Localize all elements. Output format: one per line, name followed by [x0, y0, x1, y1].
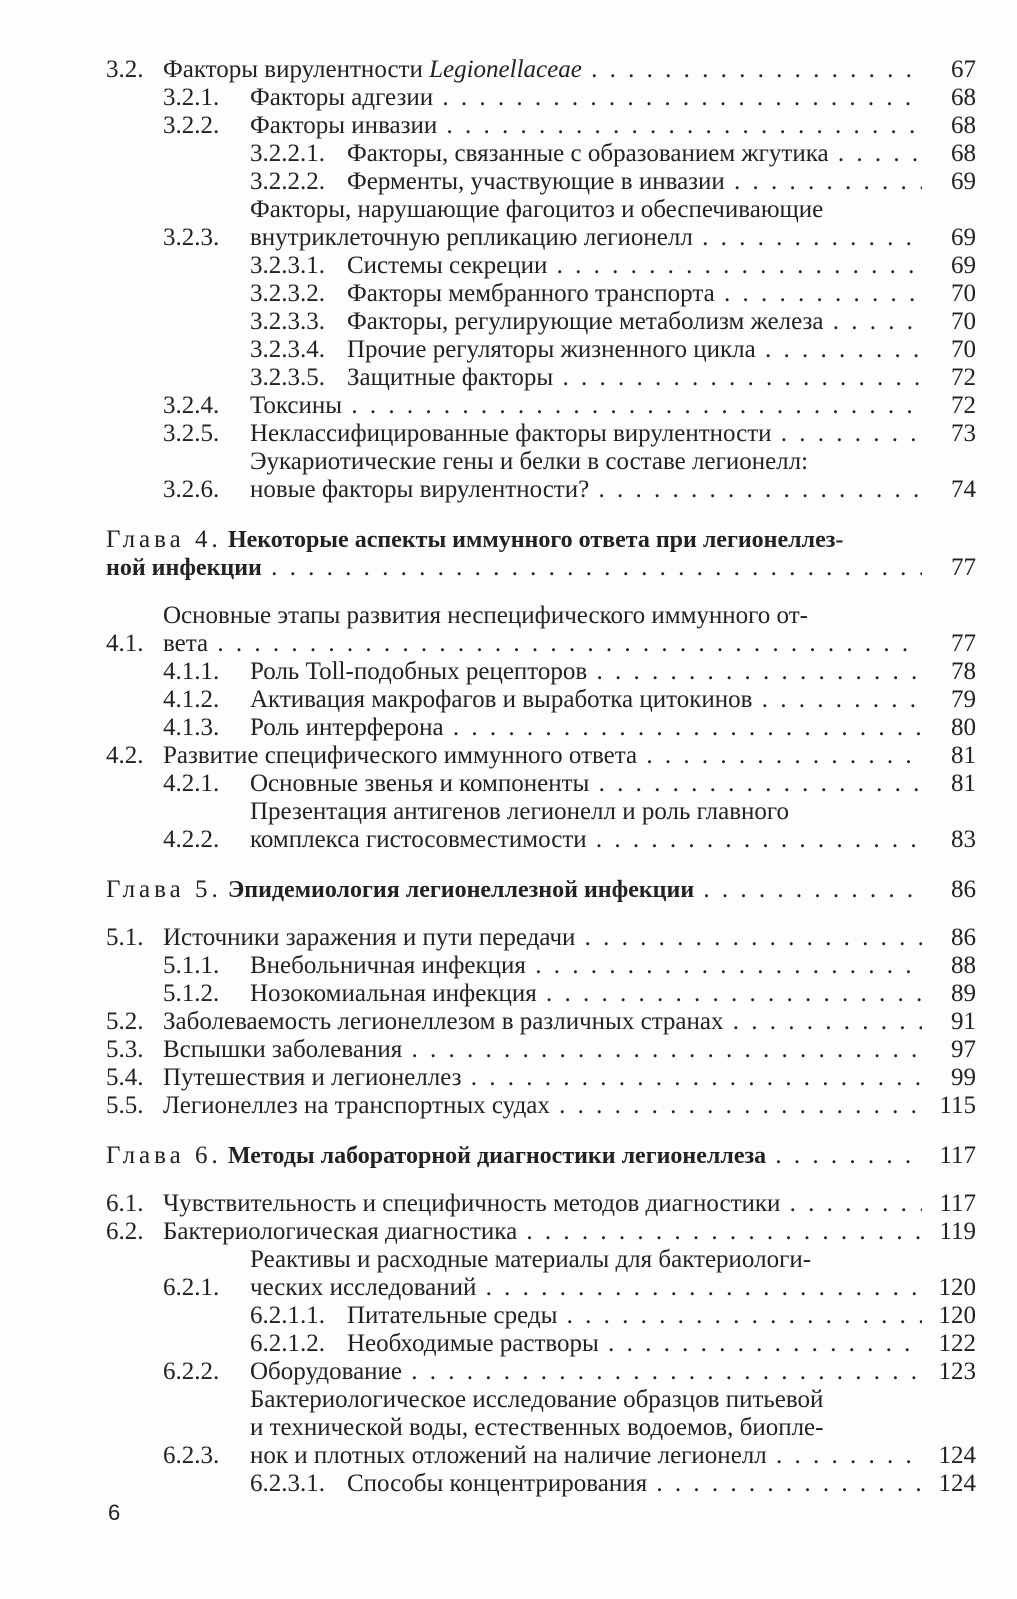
- toc-entry-page: 69: [951, 168, 976, 195]
- toc-entry-page: 88: [951, 952, 976, 979]
- toc-entry-title: [163, 1092, 922, 1120]
- toc-entry-title: [163, 602, 922, 658]
- toc-entry-line: Путешествия и легионеллез: [163, 1064, 462, 1091]
- toc-entry-number: 6.2.1.2.: [250, 1330, 325, 1357]
- toc-entry-page: 68: [951, 140, 976, 167]
- toc-entry: [106, 1218, 976, 1246]
- toc-entry: [106, 798, 976, 854]
- toc-entry-number: 6.2.3.1.: [250, 1470, 325, 1497]
- toc-entry-line: Способы концентрирования: [347, 1470, 648, 1497]
- toc-entry-line: Бактериологическая диагностика: [163, 1218, 518, 1245]
- toc-entry-page: 78: [951, 658, 976, 685]
- toc-entry-line: Прочие регуляторы жизненного цикла: [347, 336, 756, 363]
- toc-entry-line: Питательные среды: [347, 1302, 558, 1329]
- toc-entry: [106, 1092, 976, 1120]
- toc-entry-title: [163, 1064, 922, 1092]
- toc-entry-number: 3.2.3.3.: [250, 308, 325, 335]
- toc-entry-line: Реактивы и расходные материалы для бактериологи-: [250, 1246, 812, 1273]
- toc-entry-line: Факторы вирулентности: [163, 56, 430, 83]
- toc-entry-page: 67: [951, 56, 976, 83]
- toc-entry-page: 72: [951, 364, 976, 391]
- toc-entry-title: [347, 308, 922, 336]
- toc-entry-line: Факторы, нарушающие фагоцитоз и обеспечивающие: [250, 196, 824, 223]
- toc-entry-number: 6.1.: [106, 1190, 144, 1217]
- toc-entry-line: Факторы мембранного транспорта: [347, 280, 715, 307]
- toc-entry-title: [250, 448, 922, 504]
- toc-entry-line: Факторы инвазии: [250, 112, 438, 139]
- toc-entry-page: 70: [951, 336, 976, 363]
- toc-entry-line: Необходимые растворы: [347, 1330, 599, 1357]
- toc-entry-title: [163, 56, 922, 84]
- toc-entry-page: 124: [938, 1470, 976, 1497]
- toc-entry-page: 68: [951, 84, 976, 111]
- toc-entry: [106, 252, 976, 280]
- toc-entry-number: 3.2.3.1.: [250, 252, 325, 279]
- toc-entry-page: 83: [951, 826, 976, 853]
- toc-entry-number: 6.2.3.: [163, 1442, 220, 1469]
- toc-entry-line: ческих исследований: [250, 1274, 477, 1301]
- toc-entry-line: Токсины: [250, 392, 343, 419]
- toc-entry-line: и технической воды, естественных водоемов, биопле-: [250, 1414, 824, 1441]
- toc-entry-number: 5.1.: [106, 924, 144, 951]
- toc-entry-title: [250, 420, 922, 448]
- toc-entry-page: 72: [951, 392, 976, 419]
- toc-entry-number: 6.2.1.1.: [250, 1302, 325, 1329]
- toc-entry: [106, 952, 976, 980]
- toc-entry-line: Неклассифицированные факторы вирулентности: [250, 420, 772, 447]
- toc-entry-number: 6.2.2.: [163, 1358, 220, 1385]
- toc-entry-number: 3.2.3.4.: [250, 336, 325, 363]
- toc-entry-page: 117: [939, 1190, 976, 1217]
- toc-entry-number: 3.2.3.: [163, 224, 220, 251]
- toc-entry-title: [347, 1330, 922, 1358]
- toc-entry-page: 117: [939, 1142, 976, 1169]
- toc-entry-title: [163, 742, 922, 770]
- toc-entry: [106, 308, 976, 336]
- toc-entry-title: [250, 112, 922, 140]
- toc-entry-line: Внебольничная инфекция: [250, 952, 526, 979]
- chapter-label: Глава 5.: [106, 876, 222, 903]
- toc-entry-number: 4.2.2.: [163, 826, 220, 853]
- toc-entry: [106, 1386, 976, 1470]
- toc-entry-number: 3.2.3.5.: [250, 364, 325, 391]
- toc-entry-title: [250, 714, 922, 742]
- toc-chapter-entry: [106, 526, 976, 582]
- toc-entry-line: Факторы адгезии: [250, 84, 434, 111]
- toc-entry-title: [250, 658, 922, 686]
- toc-entry-title: [250, 952, 922, 980]
- toc-entry-page: 122: [938, 1330, 976, 1357]
- toc-entry-line: Системы секреции: [347, 252, 548, 279]
- toc-entry: [106, 196, 976, 252]
- toc-entry-title: [250, 1386, 922, 1470]
- toc-entry-page: 120: [938, 1274, 976, 1301]
- toc-entry-line: Роль Toll-подобных рецепторов: [250, 658, 588, 685]
- toc-entry: [106, 392, 976, 420]
- toc-entry-line: Презентация антигенов легионелл и роль главного: [250, 798, 790, 825]
- toc-entry-number: 4.2.1.: [163, 770, 220, 797]
- toc-entry: [106, 364, 976, 392]
- toc-entry-number: 6.2.: [106, 1218, 144, 1245]
- toc-entry: [106, 280, 976, 308]
- toc-entry-line: вета: [163, 630, 209, 657]
- toc-entry-number: 3.2.2.: [163, 112, 220, 139]
- toc-entry-title: [250, 1358, 922, 1386]
- toc-entry-line: Факторы, регулирующие метаболизм железа: [347, 308, 824, 335]
- toc-entry-number: 3.2.6.: [163, 476, 220, 503]
- toc-entry-page: 79: [951, 686, 976, 713]
- toc-entry-line: Основные этапы развития неспецифического иммунного от-: [163, 602, 808, 629]
- toc-entry-line: Чувствительность и специфичность методов диагностики: [163, 1190, 781, 1217]
- toc-entry-page: 69: [951, 252, 976, 279]
- toc-entry-page: 119: [939, 1218, 976, 1245]
- toc-entry-line: Методы лабораторной диагностики легионеллеза: [227, 1143, 767, 1169]
- toc-entry-page: 89: [951, 980, 976, 1007]
- toc-entry-line: Развитие специфического иммунного ответа: [163, 742, 638, 769]
- toc-entry-number: 4.1.1.: [163, 658, 220, 685]
- toc-entry-page: 73: [951, 420, 976, 447]
- toc-entry-page: 70: [951, 308, 976, 335]
- toc-entry: [106, 140, 976, 168]
- toc-entry-line: новые факторы вирулентности?: [250, 476, 590, 503]
- toc-entry-number: 4.2.: [106, 742, 144, 769]
- toc-entry-line: Факторы, связанные с образованием жгутика: [347, 140, 829, 167]
- toc-entry: [106, 658, 976, 686]
- toc-entry: [106, 1064, 976, 1092]
- toc-entry-title: [250, 980, 922, 1008]
- toc-entry-number: 3.2.2.1.: [250, 140, 325, 167]
- table-of-contents: [106, 56, 976, 1498]
- toc-entry-number: 6.2.1.: [163, 1274, 220, 1301]
- toc-entry-number: 5.1.2.: [163, 980, 220, 1007]
- toc-entry: [106, 84, 976, 112]
- toc-entry: [106, 980, 976, 1008]
- toc-entry: [106, 714, 976, 742]
- toc-entry-title: [106, 526, 922, 582]
- toc-entry-number: 3.2.5.: [163, 420, 220, 447]
- toc-entry-line: Оборудование: [250, 1358, 403, 1385]
- toc-entry-line: внутриклеточную репликацию легионелл: [250, 224, 693, 251]
- toc-entry-title: [347, 364, 922, 392]
- toc-entry-line: Вспышки заболевания: [163, 1036, 403, 1063]
- toc-entry: [106, 56, 976, 84]
- toc-entry-page: 70: [951, 280, 976, 307]
- toc-entry-title: [250, 770, 922, 798]
- toc-entry-line: Защитные факторы: [347, 364, 554, 391]
- toc-entry-page: 124: [938, 1442, 976, 1469]
- toc-entry-line: Ферменты, участвующие в инвазии: [347, 168, 725, 195]
- toc-entry: [106, 448, 976, 504]
- toc-entry-title: [106, 876, 922, 904]
- toc-entry-title: [163, 1008, 922, 1036]
- toc-entry-title: [250, 686, 922, 714]
- toc-entry: [106, 1470, 976, 1498]
- toc-entry-page: 68: [951, 112, 976, 139]
- toc-entry-line: нок и плотных отложений на наличие легионелл: [250, 1442, 767, 1469]
- toc-entry-number: 3.2.4.: [163, 392, 220, 419]
- toc-entry-italic: Legionellaceae: [429, 56, 582, 83]
- toc-entry-page: 86: [951, 876, 976, 903]
- toc-entry-title: [347, 336, 922, 364]
- toc-entry-line: Бактериологическое исследование образцов питьевой: [250, 1386, 824, 1413]
- toc-entry: [106, 1036, 976, 1064]
- toc-entry-line: Некоторые аспекты иммунного ответа при легионеллез-: [227, 527, 844, 553]
- toc-entry-page: 81: [951, 770, 976, 797]
- toc-entry-title: [347, 140, 922, 168]
- toc-entry: [106, 1190, 976, 1218]
- toc-entry-title: [163, 1036, 922, 1064]
- toc-entry-title: [250, 1246, 922, 1302]
- toc-entry-page: 69: [951, 224, 976, 251]
- toc-entry: [106, 336, 976, 364]
- toc-entry-number: 4.1.2.: [163, 686, 220, 713]
- toc-entry-page: 77: [951, 630, 976, 657]
- toc-entry-number: 5.1.1.: [163, 952, 220, 979]
- toc-entry-line: Эукариотические гены и белки в составе легионелл:: [250, 448, 809, 475]
- toc-entry-title: [347, 1470, 922, 1498]
- toc-entry-page: 91: [951, 1008, 976, 1035]
- toc-entry-number: 3.2.3.2.: [250, 280, 325, 307]
- toc-entry-number: 4.1.3.: [163, 714, 220, 741]
- toc-entry: [106, 1246, 976, 1302]
- toc-entry-number: 4.1.: [106, 630, 144, 657]
- toc-entry-page: 115: [939, 1092, 976, 1119]
- chapter-label: Глава 4.: [106, 526, 222, 553]
- toc-entry-line: Основные звенья и компоненты: [250, 770, 590, 797]
- toc-entry-page: 81: [951, 742, 976, 769]
- toc-entry-line: ной инфекции: [106, 555, 262, 581]
- toc-entry-page: 86: [951, 924, 976, 951]
- toc-entry-number: 5.3.: [106, 1036, 144, 1063]
- toc-entry-page: 77: [951, 554, 976, 581]
- toc-entry-title: [163, 1190, 922, 1218]
- toc-entry-line: Легионеллез на транспортных судах: [163, 1092, 550, 1119]
- toc-chapter-entry: [106, 876, 976, 904]
- toc-entry: [106, 1302, 976, 1330]
- toc-entry-number: 5.5.: [106, 1092, 144, 1119]
- toc-entry: [106, 770, 976, 798]
- toc-chapter-entry: [106, 1142, 976, 1170]
- toc-entry: [106, 112, 976, 140]
- toc-entry-title: [250, 392, 922, 420]
- chapter-label: Глава 6.: [106, 1142, 222, 1169]
- toc-entry-title: [347, 280, 922, 308]
- toc-entry: [106, 742, 976, 770]
- toc-entry-number: 3.2.2.2.: [250, 168, 325, 195]
- toc-entry: [106, 1008, 976, 1036]
- toc-entry: [106, 1358, 976, 1386]
- toc-entry-title: [347, 168, 922, 196]
- toc-entry-line: Источники заражения и пути передачи: [163, 924, 576, 951]
- toc-entry: [106, 686, 976, 714]
- toc-entry-page: 120: [938, 1302, 976, 1329]
- toc-entry-page: 97: [951, 1036, 976, 1063]
- toc-entry-number: 5.2.: [106, 1008, 144, 1035]
- toc-entry: [106, 1330, 976, 1358]
- toc-entry-number: 3.2.: [106, 56, 144, 83]
- toc-entry-number: 5.4.: [106, 1064, 144, 1091]
- toc-entry: [106, 602, 976, 658]
- toc-entry-title: [163, 924, 922, 952]
- toc-entry: [106, 924, 976, 952]
- toc-entry-title: [163, 1218, 922, 1246]
- toc-entry-title: [250, 84, 922, 112]
- toc-entry-page: 80: [951, 714, 976, 741]
- toc-entry-line: Роль интерферона: [250, 714, 444, 741]
- toc-entry-title: [250, 798, 922, 854]
- toc-entry-title: [250, 196, 922, 252]
- toc-entry-line: Нозокомиальная инфекция: [250, 980, 537, 1007]
- toc-entry-page: 123: [938, 1358, 976, 1385]
- toc-entry: [106, 168, 976, 196]
- toc-entry: [106, 420, 976, 448]
- toc-entry-page: 74: [951, 476, 976, 503]
- toc-entry-title: [347, 252, 922, 280]
- toc-entry-title: [347, 1302, 922, 1330]
- page-number: 6: [108, 1500, 121, 1525]
- toc-entry-line: комплекса гистосовместимости: [250, 826, 587, 853]
- toc-entry-page: 99: [951, 1064, 976, 1091]
- toc-entry-title: [106, 1142, 922, 1170]
- toc-entry-line: Эпидемиология легионеллезной инфекции: [227, 877, 695, 903]
- toc-entry-line: Активация макрофагов и выработка цитокинов: [250, 686, 753, 713]
- toc-entry-number: 3.2.1.: [163, 84, 220, 111]
- toc-entry-line: Заболеваемость легионеллезом в различных странах: [163, 1008, 724, 1035]
